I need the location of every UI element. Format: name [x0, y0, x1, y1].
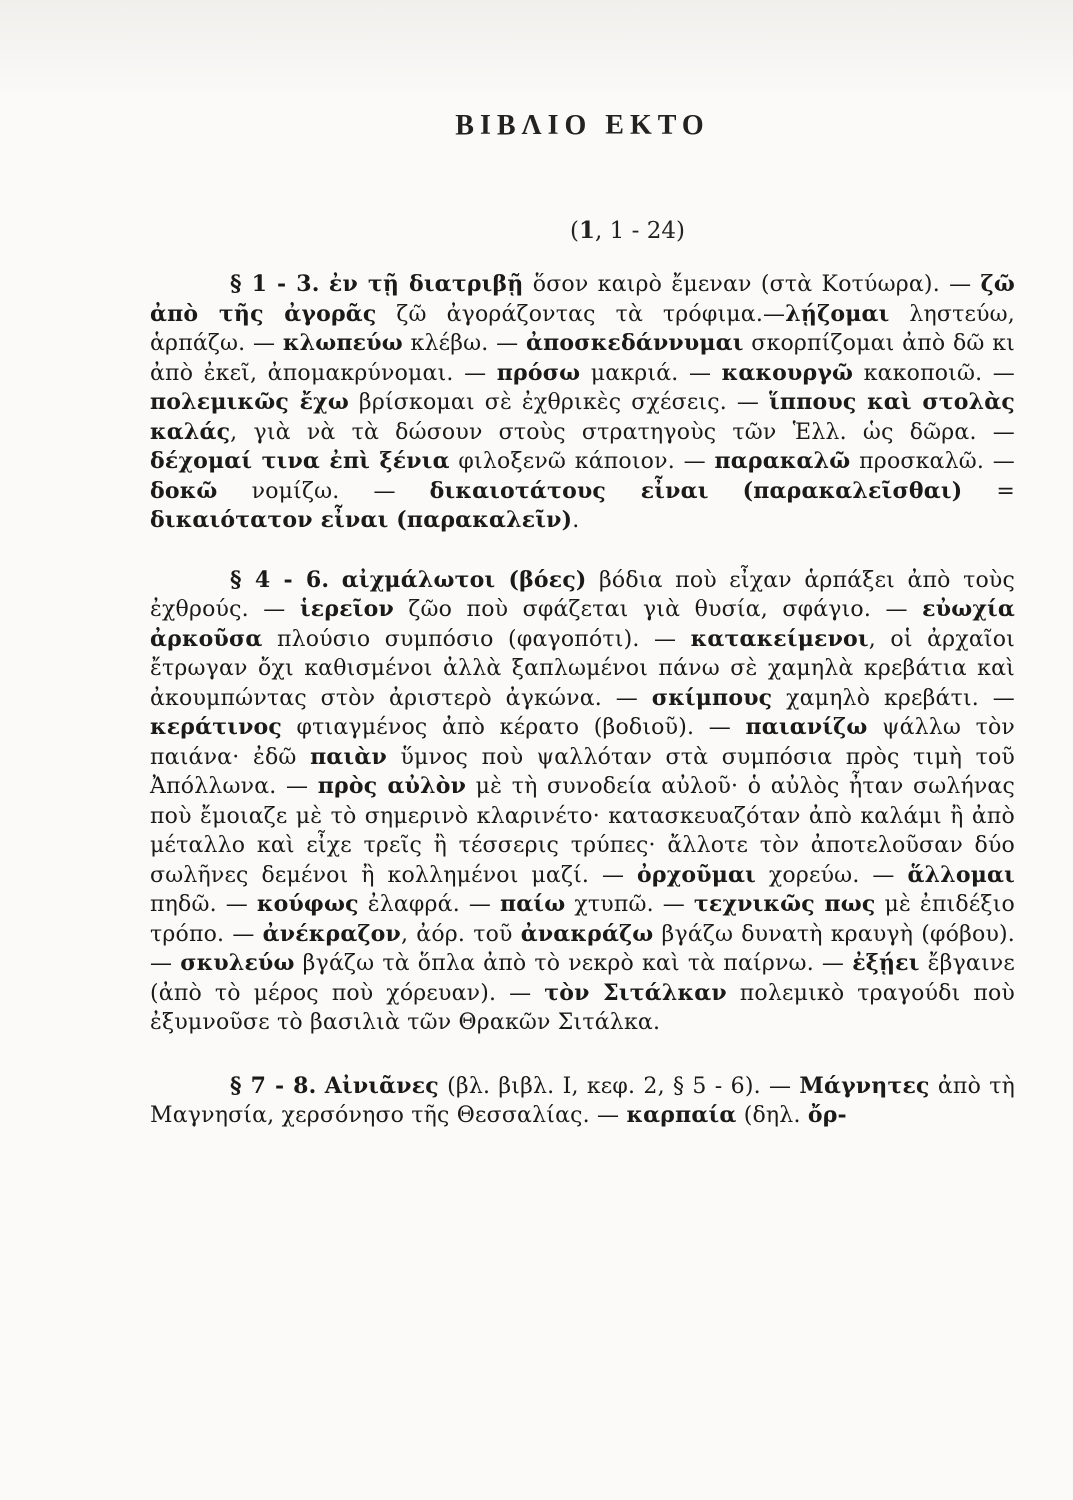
lemma-term: ἱερεῖον: [299, 596, 394, 622]
section-number: § 7 - 8.: [230, 1072, 317, 1099]
gloss-text: ὕμνος ποὺ ψαλλόταν στὰ συμπόσια πρὸς τιμὴ τοῦ Ἀπόλλωνα. —: [150, 744, 1015, 799]
lemma-term: δέχομαί τινα ἐπὶ ξένια: [150, 448, 450, 474]
gloss-text: χτυπῶ. —: [565, 892, 694, 917]
gloss-text: χορεύω. —: [756, 862, 908, 888]
lemma-term: παιὰν: [310, 743, 387, 770]
lemma-term: (παρακαλεῖσθαι): [742, 477, 963, 504]
book-title: ΒΙΒΛΙΟ ΕΚΤΟ: [455, 110, 710, 141]
gloss-text: προσκαλῶ. —: [850, 449, 1015, 474]
lemma-term: αἰχμάλωτοι (βόες): [341, 566, 587, 593]
lemma-term: πρὸς αὐλὸν: [317, 773, 467, 799]
gloss-text: ψάλλω τὸν παιάνα· ἐδῶ: [150, 715, 1015, 770]
gloss-text: .: [572, 508, 580, 533]
gloss-text: φτιαγμένος ἀπὸ κέρατο (βοδιοῦ). —: [282, 715, 746, 740]
gloss-text: βγάζω τὰ ὅπλα ἀπὸ τὸ νεκρὸ καὶ τὰ παίρνω. —: [294, 951, 853, 976]
gloss-text: μὲ ἐπιδέξιο τρόπο. —: [150, 892, 1016, 947]
gloss-text: , ἀόρ. τοῦ: [401, 921, 521, 947]
lemma-term: ζῶ ἀπὸ τῆς ἀγορᾶς: [150, 271, 1015, 327]
gloss-text: βρίσκομαι σὲ ἐχθρικὲς σχέσεις. —: [348, 390, 770, 415]
gloss-text: νομίζω. —: [217, 478, 430, 504]
lemma-term: ἀνέκραζον: [262, 920, 402, 947]
page-edge-shadow: [0, 0, 1073, 100]
lemma-term: ὄρ-: [807, 1102, 847, 1128]
gloss-text: σκορπίζομαι ἀπὸ δῶ κι ἀπὸ ἐκεῖ, ἀπομακρύνομαι. —: [150, 331, 1015, 386]
lemma-term: εὐωχία ἀρκοῦσα: [150, 596, 1015, 652]
lemma-term: κατακείμενοι: [690, 625, 869, 652]
lemma-term: κούφως: [256, 891, 359, 917]
lemma-term: παίω: [499, 891, 566, 917]
lemma-term: κλωπεύω: [282, 330, 403, 356]
gloss-text: πλούσιο συμπόσιο (φαγοπότι). —: [262, 626, 691, 652]
gloss-text: ὅσον καιρὸ ἔμεναν (στὰ Κοτύωρα). —: [523, 272, 981, 297]
gloss-text: βόδια ποὺ εἶχαν ἁρπάξει ἀπὸ τοὺς ἐχθρούς. —: [150, 567, 1015, 622]
gloss-text: ζῶο ποὺ σφάζεται γιὰ θυσία, σφάγιο. —: [393, 597, 923, 622]
lemma-term: σκίμπους: [651, 684, 773, 711]
gloss-text: =: [962, 478, 1016, 504]
gloss-text: χαμηλὸ κρεβάτι. —: [772, 685, 1015, 711]
commentary-paragraph: [150, 566, 1015, 1038]
lemma-term: ἀνακράζω: [520, 920, 654, 947]
lemma-term: πρόσω: [496, 359, 581, 386]
gloss-text: πηδῶ. —: [150, 892, 257, 917]
lemma-term: ἀποσκεδάννυμαι: [525, 330, 744, 356]
gloss-text: ληστεύω, ἁρπάζω. —: [150, 301, 1015, 356]
lemma-term: κακουργῶ: [721, 359, 854, 386]
gloss-text: (βλ. βιβλ. I, κεφ. 2, § 5 - 6). —: [438, 1073, 800, 1099]
range-open: (: [570, 218, 580, 244]
lemma-term: ἐξῄει: [852, 950, 920, 976]
lemma-term: Αἰνιᾶνες: [324, 1072, 439, 1099]
gloss-text: , γιὰ νὰ τὰ δώσουν στοὺς στρατηγοὺς τῶν Ἑλλ. ὡς δῶρα. —: [230, 419, 1015, 445]
chapter-range: [150, 210, 1015, 252]
range-number: 1: [579, 217, 596, 244]
gloss-text: (δηλ.: [736, 1103, 808, 1128]
gloss-text: μακριά. —: [580, 360, 722, 386]
gloss-text: φιλοξενῶ κάποιον. —: [449, 449, 715, 474]
lemma-term: ὀρχοῦμαι: [637, 861, 757, 888]
lemma-term: σκυλεύω: [180, 950, 295, 976]
lemma-term: παρακαλῶ: [714, 448, 851, 474]
lemma-term: κεράτινος: [150, 714, 283, 740]
gloss-text: πολεμικὸ τραγούδι ποὺ ἐξυμνοῦσε τὸ βασιλιὰ τῶν Θρακῶν Σιτάλκα.: [150, 980, 1016, 1035]
gloss-text: ἀπὸ τὴ Μαγνησία, χερσόνησο τῆς Θεσσαλίας. —: [150, 1073, 1015, 1128]
lemma-term: τὸν Σιτάλκαν: [544, 979, 727, 1006]
range-rest: , 1 - 24): [595, 218, 685, 244]
lemma-term: τεχνικῶς πως: [693, 891, 876, 917]
gloss-text: , οἱ ἀρχαῖοι ἔτρωγαν ὄχι καθισμένοι ἀλλὰ ξαπλωμένοι πάνω σὲ χαμηλὰ κρεβάτια καὶ ἀκουμπώντας στὸν ἀριστερὸ ἀγκώνα. —: [150, 626, 1015, 711]
lemma-term: ἅλλομαι: [907, 861, 1015, 888]
gloss-text: κλέβω. —: [402, 331, 526, 356]
gloss-text: ἔβγαινε (ἀπὸ τὸ μέρος ποὺ χόρευαν). —: [150, 951, 1015, 1006]
lemma-term: καρπαία: [626, 1102, 737, 1128]
gloss-text: βγάζω δυνατὴ κραυγὴ (φόβου). —: [150, 921, 1015, 976]
section-number: § 1 - 3.: [230, 271, 320, 297]
gloss-text: κακοποιῶ. —: [853, 360, 1015, 386]
gloss-text: ἐλαφρά. —: [358, 892, 500, 917]
section-number: § 4 - 6.: [230, 566, 330, 593]
lemma-term: δικαιοτάτους εἶναι: [429, 477, 709, 504]
lemma-term: δοκῶ: [150, 477, 218, 504]
lemma-term: ἵππους καὶ στολὰς καλάς: [150, 389, 1016, 445]
lemma-term: λῄζομαι: [785, 300, 890, 327]
commentary-paragraph: [150, 1072, 1015, 1131]
lemma-term: Μάγνητες: [799, 1072, 930, 1099]
lemma-term: ἐν τῇ διατριβῇ: [328, 271, 524, 297]
gloss-text: ζῶ ἀγοράζοντας τὰ τρόφιμα.—: [376, 301, 786, 327]
lemma-term: παιανίζω: [745, 714, 868, 740]
gloss-text: μὲ τὴ συνοδεία αὐλοῦ· ὁ αὐλὸς ἦταν σωλήνας ποὺ ἔμοιαζε μὲ τὸ σημερινὸ κλαρινέτο· κατασκευαζόταν ἀπὸ καλάμι ἢ ἀπὸ μέταλλο καὶ εἶχε τρεῖς ἢ τέσσερις τρύπες· ἄλλοτε τὸν ἀποτελοῦσαν δύο σωλῆνες δεμένοι ἢ κολλημένοι μαζί. —: [150, 774, 1016, 888]
book-page: [150, 100, 1015, 1131]
lemma-term: πολεμικῶς ἔχω: [150, 389, 349, 415]
lemma-term: δικαιότατον εἶναι (παρακαλεῖν): [150, 507, 573, 533]
gloss-text: [709, 479, 743, 504]
commentary-paragraph: [150, 270, 1015, 536]
